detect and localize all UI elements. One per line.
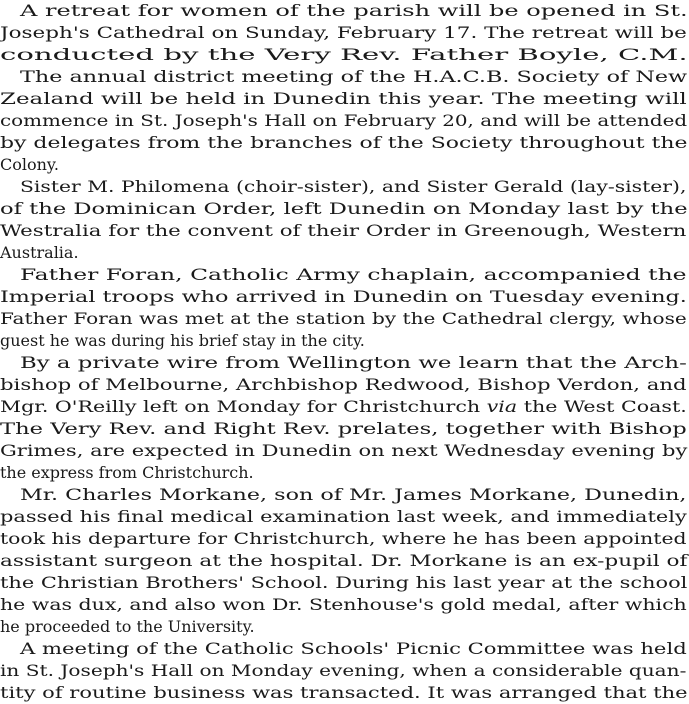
text-line: commence in St. Joseph's Hall on February 20, and will be attended	[0, 111, 688, 130]
text-line: The Very Rev. and Right Rev. prelates, together with Bishop	[0, 419, 687, 438]
text-line: Father Foran, Catholic Army chaplain, accompanied the	[20, 265, 687, 284]
text-line: Father Foran was met at the station by the Cathedral clergy, whose	[0, 309, 687, 328]
text-line: tity of routine business was transacted. It was arranged that the	[0, 683, 688, 702]
text-line: the Christian Brothers' School. During his last year at the school	[0, 573, 688, 592]
text-line: Imperial troops who arrived in Dunedin on Tuesday evening.	[0, 287, 687, 306]
text-line: Westralia for the convent of their Order in Greenough, Western	[0, 221, 687, 240]
text-line: assistant surgeon at the hospital. Dr. Morkane is an ex-pupil of	[0, 551, 688, 570]
text-line: Joseph's Cathedral on Sunday, February 17. The retreat will be	[0, 23, 687, 42]
text-line: he was dux, and also won Dr. Stenhouse's gold medal, after which	[0, 595, 687, 614]
text-line: Grimes, are expected in Dunedin on next Wednesday evening by	[0, 441, 688, 460]
text-line: in St. Joseph's Hall on Monday evening, when a considerable quan-	[0, 661, 687, 680]
text-line: guest he was during his brief stay in the city.	[0, 331, 365, 350]
text-line: the express from Christchurch.	[0, 463, 254, 482]
text-line: The annual district meeting of the H.A.C.B. Society of New	[20, 67, 688, 86]
text-line: Colony.	[0, 155, 59, 174]
text-line: by delegates from the branches of the Society throughout the	[0, 133, 688, 152]
text-line: A retreat for women of the parish will be opened in St.	[20, 1, 688, 20]
text-line: A meeting of the Catholic Schools' Picnic Committee was held	[20, 639, 687, 658]
text-line: Zealand will be held in Dunedin this year. The meeting will	[0, 89, 687, 108]
text-line: passed his final medical examination last week, and immediately	[0, 507, 687, 526]
text-line: Sister M. Philomena (choir-sister), and Sister Gerald (lay-sister),	[20, 177, 687, 196]
text-line: Mgr. O'Reilly left on Monday for Christchurch via the West Coast.	[0, 397, 687, 416]
text-line: he proceeded to the University.	[0, 617, 255, 636]
text-line: Mr. Charles Morkane, son of Mr. James Morkane, Dunedin,	[20, 485, 687, 504]
text-line: conducted by the Very Rev. Father Boyle, C.M.	[0, 45, 688, 64]
text-line: By a private wire from Wellington we learn that the Arch-	[20, 353, 687, 372]
text-line: took his departure for Christchurch, where he has been appointed	[0, 529, 687, 548]
text-line: of the Dominican Order, left Dunedin on Monday last by the	[0, 199, 688, 218]
text-line: Australia.	[0, 243, 79, 262]
text-line: bishop of Melbourne, Archbishop Redwood, Bishop Verdon, and	[0, 375, 687, 394]
